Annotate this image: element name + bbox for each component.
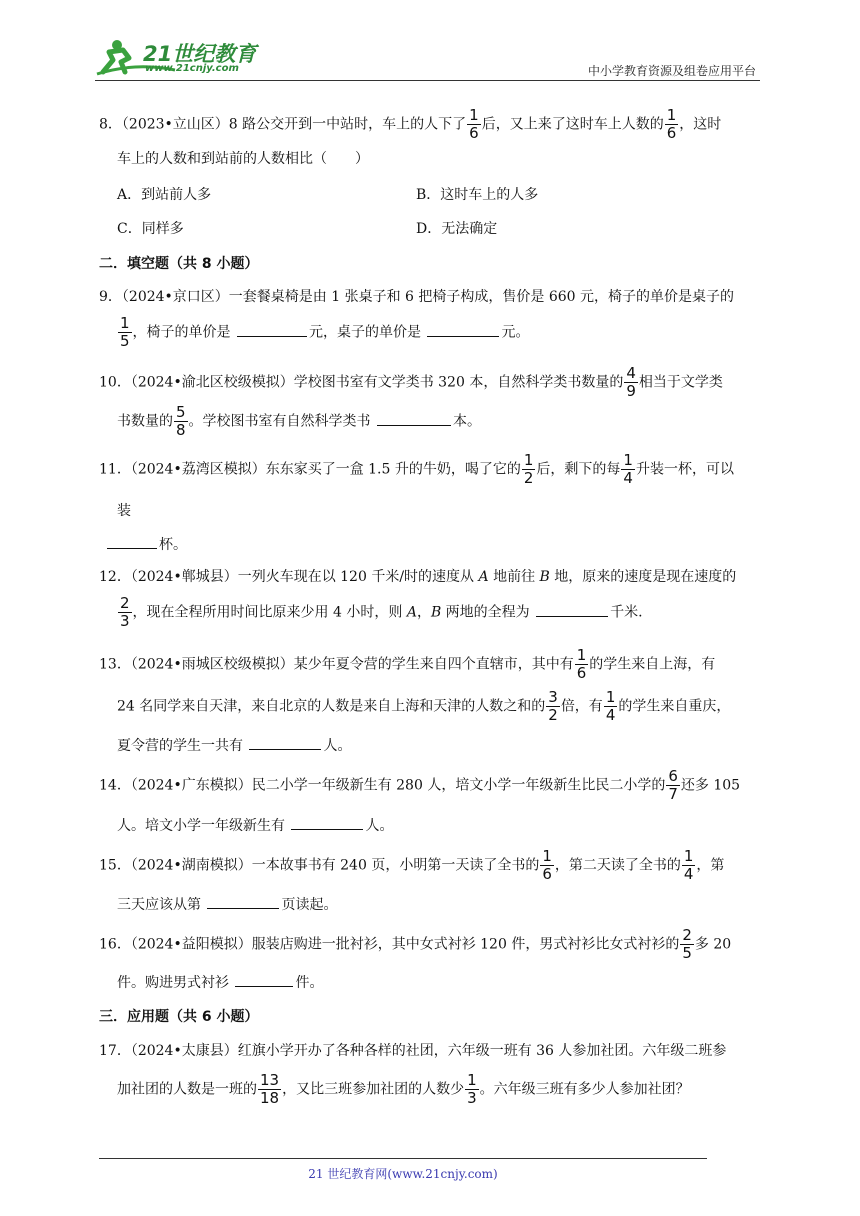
header-logo xyxy=(95,36,265,80)
answer-blank[interactable] xyxy=(107,534,157,549)
section-fill-blank: 二．填空题（共 8 小题） xyxy=(99,256,259,272)
q15-line2: 三天应该从第 页读起。 xyxy=(117,894,337,916)
fraction: $\frac{5}{8}$ xyxy=(176,403,186,439)
answer-blank[interactable] xyxy=(207,894,279,909)
q13-line1: 13．（2024•雨城区校级模拟）某少年夏令营的学生来自四个直辖市，其中有 $\frac{1}{6}$ 的学生来自上海，有 xyxy=(99,646,716,682)
q16-line1: 16．（2024•益阳模拟）服装店购进一批衬衫，其中女式衬衫 120 件，男式衬衫比女式衬衫的 $\frac{2}{5}$ 多 20 xyxy=(99,926,732,962)
fraction: $\frac{2}{5}$ xyxy=(682,926,692,962)
fraction: $\frac{6}{7}$ xyxy=(668,767,678,803)
q10-line2: 书数量的 $\frac{5}{8}$ 。学校图书室有自然科学类书 本。 xyxy=(117,403,481,439)
q8-option-d[interactable]: D．无法确定 xyxy=(416,221,498,237)
answer-blank[interactable] xyxy=(237,322,307,337)
logo-url: www.21cnjy.com xyxy=(145,63,239,74)
q14-line1: 14．（2024•广东模拟）民二小学一年级新生有 280 人，培文小学一年级新生比民二小学的 $\frac{6}{7}$ 还多 105 xyxy=(99,767,741,803)
q8-line2: 车上的人数和到站前的人数相比（ ） xyxy=(117,151,369,167)
section-application: 三．应用题（共 6 小题） xyxy=(99,1009,259,1025)
fraction: $\frac{4}{9}$ xyxy=(626,364,636,400)
header-divider xyxy=(95,80,760,81)
q17-line2: 加社团的人数是一班的 $\frac{13}{18}$ ，又比三班参加社团的人数少 $\frac{1}{3}$ 。六年级三班有多少人参加社团？ xyxy=(117,1071,690,1107)
q13-line3: 夏令营的学生一共有 人。 xyxy=(117,735,351,757)
platform-title: 中小学教育资源及组卷应用平台 xyxy=(587,64,756,78)
fraction: $\frac{1}{6}$ xyxy=(542,847,552,883)
fraction: $\frac{1}{6}$ xyxy=(666,106,677,142)
answer-blank[interactable] xyxy=(291,815,363,830)
q11-line2: 装 xyxy=(117,503,131,519)
q9-line1: 9．（2024•京口区）一套餐桌椅是由 1 张桌子和 6 把椅子构成，售价是 660 元，椅子的单价是桌子的 xyxy=(99,289,735,305)
fraction: $\frac{1}{3}$ xyxy=(467,1071,477,1107)
fraction: $\frac{1}{4}$ xyxy=(623,451,633,487)
fraction: $\frac{1}{5}$ xyxy=(120,314,130,350)
fraction: $\frac{13}{18}$ xyxy=(260,1071,280,1107)
q11-line1: 11．（2024•荔湾区模拟）东东家买了一盒 1.5 升的牛奶，喝了它的 $\frac{1}{2}$ 后，剩下的每 $\frac{1}{4}$ 升装一杯，可以 xyxy=(99,451,734,487)
q12-line1: 12．（2024•郸城县）一列火车现在以 120 千米/时的速度从 A 地前往 B 地，原来的速度是现在速度的 xyxy=(99,569,737,585)
footer-text: 21 世纪教育网(www.21cnjy.com) xyxy=(308,1167,498,1181)
q8-option-b[interactable]: B．这时车上的人多 xyxy=(416,187,539,203)
footer-divider xyxy=(99,1158,707,1159)
answer-blank[interactable] xyxy=(427,322,499,337)
answer-blank[interactable] xyxy=(249,735,321,750)
fraction: $\frac{1}{6}$ xyxy=(576,646,587,682)
fraction: $\frac{1}{6}$ xyxy=(469,106,479,142)
q14-line2: 人。培文小学一年级新生有 人。 xyxy=(117,815,393,837)
answer-blank[interactable] xyxy=(377,411,451,426)
fraction: $\frac{1}{2}$ xyxy=(523,451,534,487)
answer-blank[interactable] xyxy=(235,972,293,987)
q8-option-a[interactable]: A．到站前人多 xyxy=(117,187,212,203)
logo-text: 21世纪教育 xyxy=(143,42,257,66)
q9-line2: $\frac{1}{5}$ ，椅子的单价是 元，桌子的单价是 元。 xyxy=(120,314,530,350)
q13-line2: 24 名同学来自天津，来自北京的人数是来自上海和天津的人数之和的 $\frac{3}{2}$ 倍，有 $\frac{1}{4}$ 的学生来自重庆， xyxy=(117,688,731,724)
fraction: $\frac{3}{2}$ xyxy=(548,688,558,724)
q15-line1: 15．（2024•湖南模拟）一本故事书有 240 页，小明第一天读了全书的 $\frac{1}{6}$ ，第二天读了全书的 $\frac{1}{4}$ ，第 xyxy=(99,847,725,883)
answer-blank[interactable] xyxy=(536,602,608,617)
q17-line1: 17．（2024•太康县）红旗小学开办了各种各样的社团，六年级一班有 36 人参加社团。六年级二班参 xyxy=(99,1043,727,1059)
fraction: $\frac{1}{4}$ xyxy=(605,688,616,724)
q12-line2: $\frac{2}{3}$ ，现在全程所用时间比原来少用 4 小时，则 A，B 两地的全程为 千米. xyxy=(120,594,643,630)
q11-line3: 杯。 xyxy=(105,534,187,556)
q8-option-c[interactable]: C．同样多 xyxy=(117,221,184,237)
q10-line1: 10．（2024•渝北区校级模拟）学校图书室有文学类书 320 本，自然科学类书数量的 $\frac{4}{9}$ 相当于文学类 xyxy=(99,364,723,400)
q16-line2: 件。购进男式衬衫 件。 xyxy=(117,972,323,994)
fraction: $\frac{1}{4}$ xyxy=(683,847,694,883)
q8-line1: 8．（2023•立山区）8 路公交开到一中站时，车上的人下了 $\frac{1}{6}$ 后，又上来了这时车上人数的 $\frac{1}{6}$ ，这时 xyxy=(99,106,722,142)
fraction: $\frac{2}{3}$ xyxy=(120,594,130,630)
